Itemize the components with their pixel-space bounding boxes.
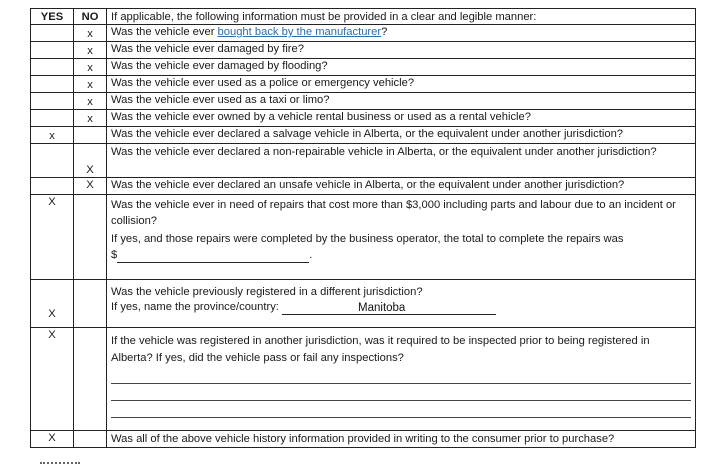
table-row (31, 59, 696, 76)
no-mark (74, 280, 107, 328)
vehicle-history-form (30, 8, 696, 448)
yes-mark: X (31, 431, 74, 448)
question-text: Was all of the above vehicle history information provided in writing to the consumer prior to purchase? (107, 431, 696, 448)
question-text: Was the vehicle ever declared an unsafe vehicle in Alberta, or the equivalent under another jurisdiction? (107, 178, 696, 195)
yes-mark: x (31, 127, 74, 144)
question-text: Was the vehicle ever declared a non-repairable vehicle in Alberta, or the equivalent under another jurisdiction? (107, 144, 696, 178)
no-mark: X (74, 144, 107, 178)
yes-mark (31, 76, 74, 93)
no-mark: x (74, 110, 107, 127)
question-text: Was the vehicle ever damaged by fire? (107, 42, 696, 59)
answer-line-1[interactable] (111, 370, 691, 384)
yes-mark (31, 42, 74, 59)
table-row (31, 144, 696, 178)
yes-mark: X (31, 280, 74, 328)
table-row (31, 127, 696, 144)
table-row (31, 42, 696, 59)
no-header: NO (74, 9, 107, 25)
question-text: Was the vehicle ever owned by a vehicle rental business or used as a rental vehicle? (107, 110, 696, 127)
yes-mark (31, 144, 74, 178)
no-mark (74, 195, 107, 280)
no-mark: X (74, 178, 107, 195)
question-block (107, 195, 696, 280)
question-block (107, 280, 696, 328)
question-text: Was the vehicle ever damaged by flooding? (107, 59, 696, 76)
no-mark (74, 127, 107, 144)
no-mark (74, 431, 107, 448)
no-mark: x (74, 76, 107, 93)
header-row (31, 9, 696, 25)
repair-total-line: $ . (111, 249, 313, 261)
follow-up-text: If yes, name the province/country: Manitoba (111, 300, 693, 315)
manufacturer-buyback-link[interactable]: bought back by the manufacturer (217, 26, 382, 38)
table-row (31, 110, 696, 127)
table-row (31, 25, 696, 42)
yes-mark (31, 93, 74, 110)
yes-header: YES (31, 9, 74, 25)
answer-line-2[interactable] (111, 387, 691, 401)
question-text: Was the vehicle ever bought back by the manufacturer? (107, 25, 696, 42)
question-text: Was the vehicle ever in need of repairs that cost more than $3,000 including parts and labour due to an incident or collision? (111, 199, 676, 227)
table-row (31, 280, 696, 328)
no-mark: x (74, 25, 107, 42)
cut-off-text-fragment (40, 462, 80, 467)
table-row (31, 178, 696, 195)
table-row (31, 195, 696, 280)
question-text: Was the vehicle ever declared a salvage vehicle in Alberta, or the equivalent under another jurisdiction? (107, 127, 696, 144)
province-answer: Manitoba (358, 302, 406, 314)
no-mark: x (74, 42, 107, 59)
no-mark (74, 328, 107, 431)
currency-label: $ (111, 249, 118, 261)
table-row (31, 431, 696, 448)
yes-mark: X (31, 328, 74, 431)
table-row (31, 328, 696, 431)
no-mark: x (74, 93, 107, 110)
province-country-field[interactable] (282, 302, 496, 315)
question-text: Was the vehicle previously registered in a different jurisdiction? (111, 286, 423, 298)
answer-line-3[interactable] (111, 404, 691, 418)
table-row (31, 93, 696, 110)
no-mark: x (74, 59, 107, 76)
question-text: Was the vehicle ever used as a police or emergency vehicle? (107, 76, 696, 93)
follow-up-text: If yes, and those repairs were completed by the business operator, the total to complete the repairs was (111, 233, 624, 245)
question-text: Was the vehicle ever used as a taxi or limo? (107, 93, 696, 110)
yes-mark (31, 59, 74, 76)
table-row (31, 76, 696, 93)
yes-mark (31, 25, 74, 42)
yes-mark (31, 178, 74, 195)
repair-total-field[interactable] (117, 250, 309, 263)
question-text: If the vehicle was registered in another jurisdiction, was it required to be inspected prior to being registered in Alberta? If yes, did the vehicle pass or fail any inspections? (111, 335, 650, 364)
yes-mark: X (31, 195, 74, 280)
question-block (107, 328, 696, 431)
instructions-text: If applicable, the following information must be provided in a clear and legible manner: (107, 9, 696, 25)
yes-mark (31, 110, 74, 127)
